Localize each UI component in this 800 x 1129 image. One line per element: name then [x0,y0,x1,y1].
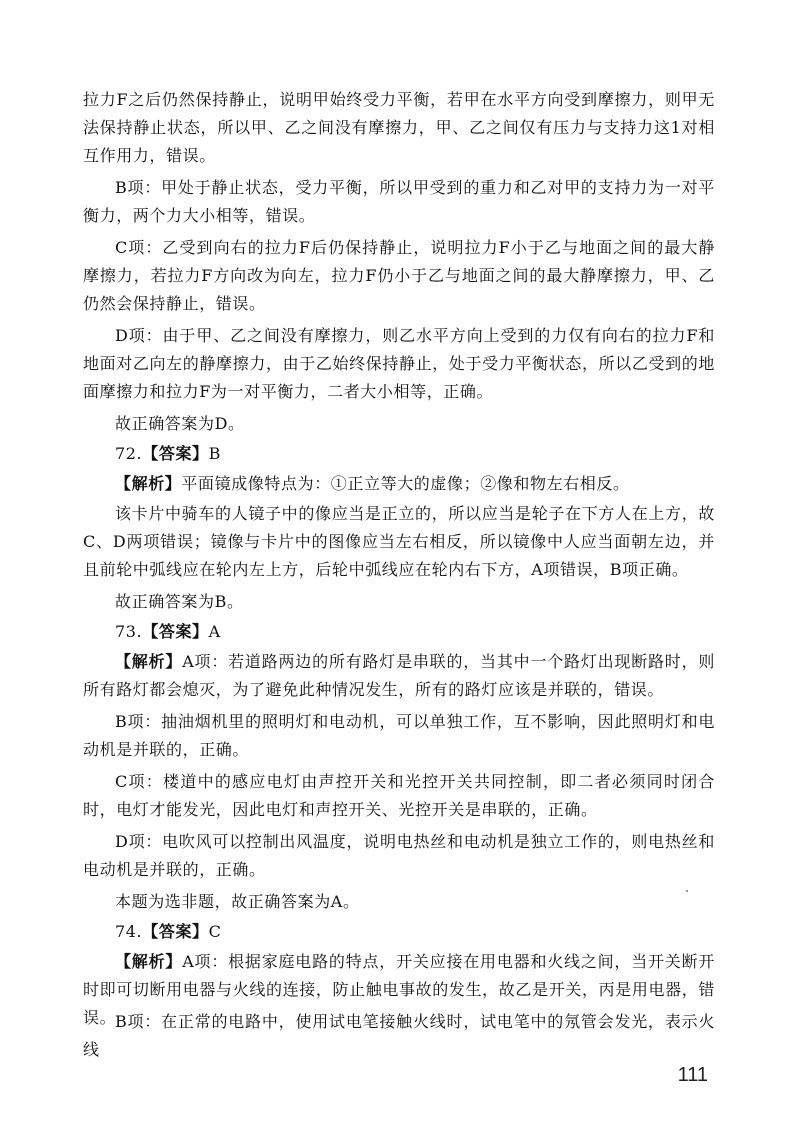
paragraph-option-b: B项：甲处于静止状态，受力平衡，所以甲受到的重力和乙对甲的支持力为一对平衡力，两个力大小相等，错误。 [83,178,715,225]
answer-heading-73: 73.【答案】A [115,622,221,641]
analysis-72: 【解析】平面镜成像特点为：①正立等大的虚像；②像和物左右相反。 [115,474,630,493]
answer-heading-72: 72.【答案】B [115,444,222,463]
analysis-label: 【解析】 [115,474,182,493]
conclusion-72: 故正确答案为B。 [115,592,244,611]
analysis-label: 【解析】 [115,952,183,971]
paragraph-option-c: C项：乙受到向右的拉力F后仍保持静止，说明拉力F小于乙与地面之间的最大静摩擦力，若拉力F方向改为向左，拉力F仍小于乙与地面之间的最大静摩擦力，甲、乙仍然会保持静止，错误。 [83,238,715,313]
analysis-74: 【解析】A项：根据家庭电路的特点，开关应接在用电器和火线之间，当开关断开时即可切断用电器与火线的连接，防止触电事故的发生，故乙是开关，丙是用电器，错误。 [83,952,715,1027]
paragraph-74-option-b: B项：在正常的电路中，使用试电笔接触火线时，试电笔中的氖管会发光，表示火线 [83,1012,715,1059]
paragraph-72-body: 该卡片中骑车的人镜子中的像应当是正立的，所以应当是轮子在下方人在上方，故C、D两项错误；镜像与卡片中的图像应当左右相反，所以镜像中人应当面朝左边，并且前轮中弧线应在轮内左上方，后轮中弧线应在轮内右下方，A项错误，B项正确。 [83,504,715,579]
scan-speck [686,890,688,892]
paragraph-73-option-d: D项：电吹风可以控制出风温度，说明电热丝和电动机是独立工作的，则电热丝和电动机是并联的，正确。 [83,832,715,879]
analysis-label: 【解析】 [115,652,183,671]
page-number: 111 [677,1064,708,1086]
analysis-73: 【解析】A项：若道路两边的所有路灯是串联的，当其中一个路灯出现断路时，则所有路灯都会熄灭，为了避免此种情况发生，所有的路灯应该是并联的，错误。 [83,652,715,699]
answer-heading-74: 74.【答案】C [115,922,222,941]
conclusion-71: 故正确答案为D。 [115,414,245,433]
paragraph-73-option-b: B项：抽油烟机里的照明灯和电动机，可以单独工作，互不影响，因此照明灯和电动机是并联的，正确。 [83,712,715,759]
answer-label: 【答案】 [142,622,209,641]
answer-label: 【答案】 [142,922,209,941]
answer-label: 【答案】 [142,444,209,463]
paragraph-73-option-c: C项：楼道中的感应电灯由声控开关和光控开关共同控制，即二者必须同时闭合时，电灯才能发光，因此电灯和声控开关、光控开关是串联的，正确。 [83,772,715,819]
paragraph-option-d: D项：由于甲、乙之间没有摩擦力，则乙水平方向上受到的力仅有向右的拉力F和地面对乙向左的静摩擦力，由于乙始终保持静止，处于受力平衡状态，所以乙受到的地面摩擦力和拉力F为一对平衡力，二者大小相等，正确。 [83,326,715,401]
conclusion-73: 本题为选非题，故正确答案为A。 [115,892,360,911]
paragraph-continuation: 拉力F之后仍然保持静止，说明甲始终受力平衡，若甲在水平方向受到摩擦力，则甲无法保持静止状态，所以甲、乙之间没有摩擦力，甲、乙之间仅有压力与支持力这1对相互作用力，错误。 [83,90,715,165]
